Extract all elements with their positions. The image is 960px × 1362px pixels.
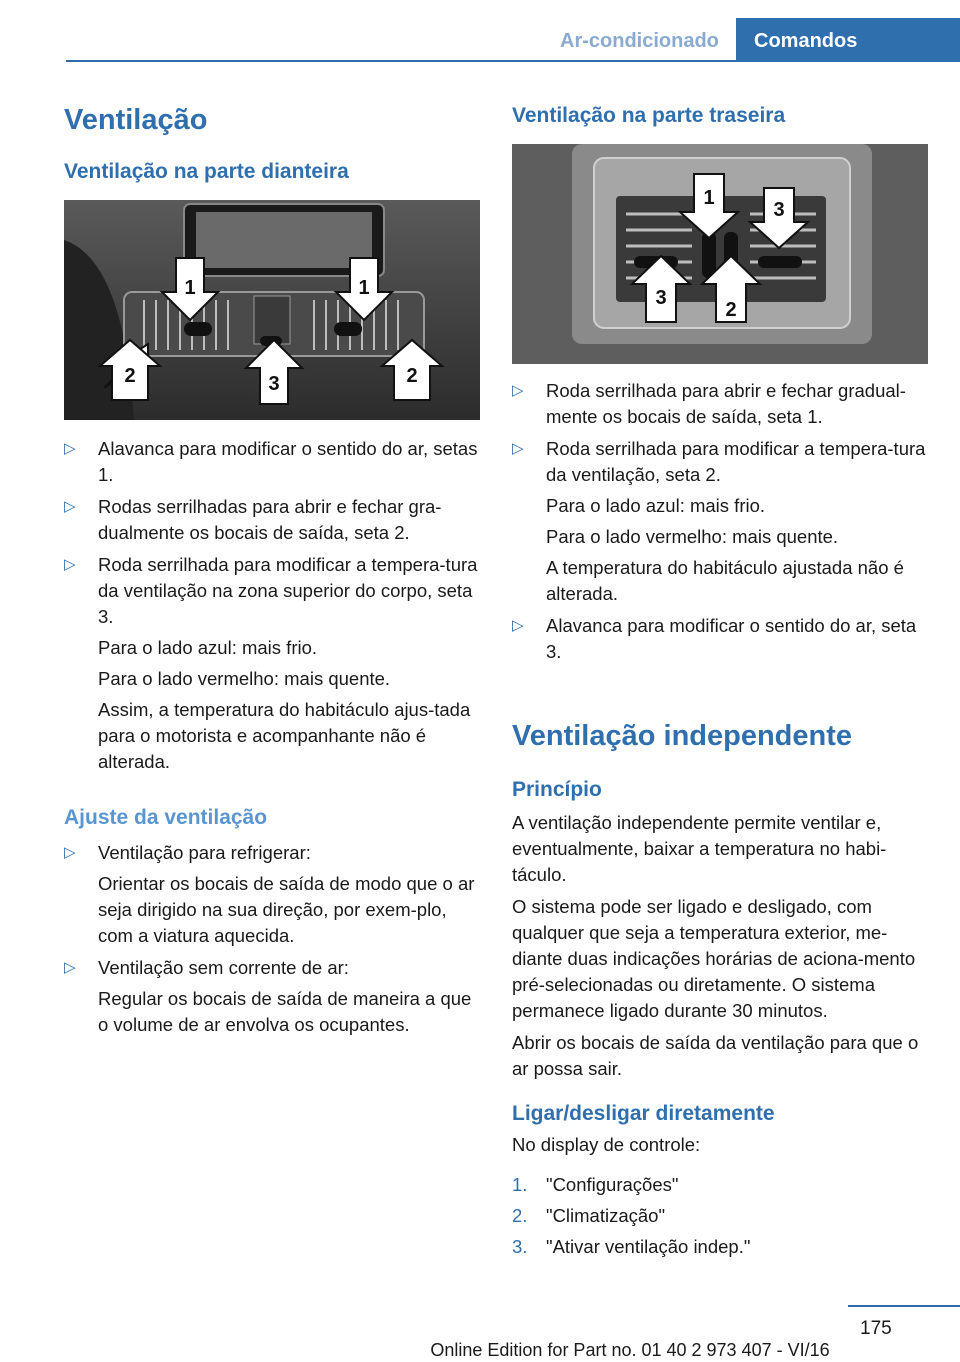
header-rule bbox=[66, 60, 960, 62]
front-label-2b: 2 bbox=[406, 365, 418, 387]
direct-intro: No display de controle: bbox=[512, 1134, 701, 1155]
list-item: ▷ Alavanca para modificar o sentido do ar, setas 1. bbox=[64, 438, 478, 485]
bullet-triangle-icon: ▷ bbox=[64, 498, 76, 515]
front-label-2a: 2 bbox=[124, 365, 136, 387]
heading-direct-toggle: Ligar/desligar diretamente bbox=[512, 1102, 775, 1125]
footer-edition-text: Online Edition for Part no. 01 40 2 973 407 - VI/16 bbox=[430, 1340, 830, 1360]
adjust-ventilation-list bbox=[64, 840, 482, 1044]
section-title-independent-ventilation: Ventilação independente bbox=[512, 720, 853, 752]
direct-steps-list bbox=[512, 1172, 932, 1265]
front-vent-illustration bbox=[64, 200, 480, 420]
rear-vent-image bbox=[512, 144, 928, 364]
bullet-triangle-icon: ▷ bbox=[64, 844, 76, 861]
bullet-triangle-icon: ▷ bbox=[64, 556, 76, 573]
bullet-triangle-icon: ▷ bbox=[512, 440, 524, 457]
bullet-triangle-icon: ▷ bbox=[64, 959, 76, 976]
list-item: ▷ Ventilação sem corrente de ar: Regular os bocais de saída de maneira a que o volume de ar envolva os ocupantes. bbox=[64, 957, 472, 1035]
rear-label-1: 1 bbox=[703, 187, 715, 209]
heading-principle: Princípio bbox=[512, 778, 602, 801]
front-label-1a: 1 bbox=[184, 277, 196, 299]
heading-rear-ventilation: Ventilação na parte traseira bbox=[512, 104, 786, 127]
list-item: 3. "Ativar ventilação indep." bbox=[512, 1236, 751, 1257]
rear-label-2: 2 bbox=[725, 299, 737, 321]
header-section-title: Ar-condicionado bbox=[560, 30, 719, 52]
footer-rule bbox=[848, 1305, 960, 1307]
list-item: ▷ Roda serrilhada para modificar a tempera‐tura da ventilação na zona superior do corpo, seta 3. Para o lado azul: mais frio. Para o lado vermelho: mais quente. Assim, a temperatura do habitáculo ajus‐tada para o motorista e acompanhante não é alterada. bbox=[64, 554, 478, 772]
section-title-ventilation: Ventilação bbox=[64, 104, 208, 136]
header-chapter-tab: Comandos bbox=[736, 18, 960, 62]
list-item: ▷ Rodas serrilhadas para abrir e fechar gra‐dualmente os bocais de saída, seta 2. bbox=[64, 496, 442, 543]
front-label-1b: 1 bbox=[358, 277, 370, 299]
bullet-triangle-icon: ▷ bbox=[64, 440, 76, 457]
rear-ventilation-list bbox=[512, 378, 932, 671]
rear-label-3a: 3 bbox=[773, 199, 785, 221]
principle-text: A ventilação independente permite ventilar e, eventualmente, baixar a temperatura no habi‐táculo. O sistema pode ser ligado e desligado, com qualquer que seja a temperatura exterior, me‐diante duas indicações horárias de aciona‐mento pré-selecionadas ou diretamente. O sistema permanece ligado durante 30 minutos. Abrir os bocais de saída da ventilação para que o ar possa sair. bbox=[512, 812, 919, 1079]
bullet-triangle-icon: ▷ bbox=[512, 617, 524, 634]
rear-label-3b: 3 bbox=[655, 287, 667, 309]
front-vent-image bbox=[64, 200, 480, 420]
list-item: ▷ Roda serrilhada para modificar a tempera‐tura da ventilação, seta 2. Para o lado azul: mais frio. Para o lado vermelho: mais quente. A temperatura do habitáculo ajustada não é alterada. bbox=[512, 438, 926, 604]
front-ventilation-list bbox=[64, 436, 482, 781]
bullet-triangle-icon: ▷ bbox=[512, 382, 524, 399]
page-number: 175 bbox=[860, 1318, 892, 1339]
heading-front-ventilation: Ventilação na parte dianteira bbox=[64, 160, 349, 183]
list-item: ▷ Roda serrilhada para abrir e fechar gradual‐mente os bocais de saída, seta 1. bbox=[512, 380, 906, 427]
rear-vent-illustration bbox=[512, 144, 928, 364]
list-item: 1. "Configurações" bbox=[512, 1174, 679, 1195]
front-label-3: 3 bbox=[268, 373, 280, 395]
list-item: ▷ Ventilação para refrigerar: Orientar os bocais de saída de modo que o ar seja dirigido na sua direção, por exem‐plo, com a viatura aquecida. bbox=[64, 842, 475, 946]
list-item: 2. "Climatização" bbox=[512, 1205, 666, 1226]
list-item: ▷ Alavanca para modificar o sentido do ar, seta 3. bbox=[512, 615, 917, 662]
heading-adjust-ventilation: Ajuste da ventilação bbox=[64, 806, 268, 829]
